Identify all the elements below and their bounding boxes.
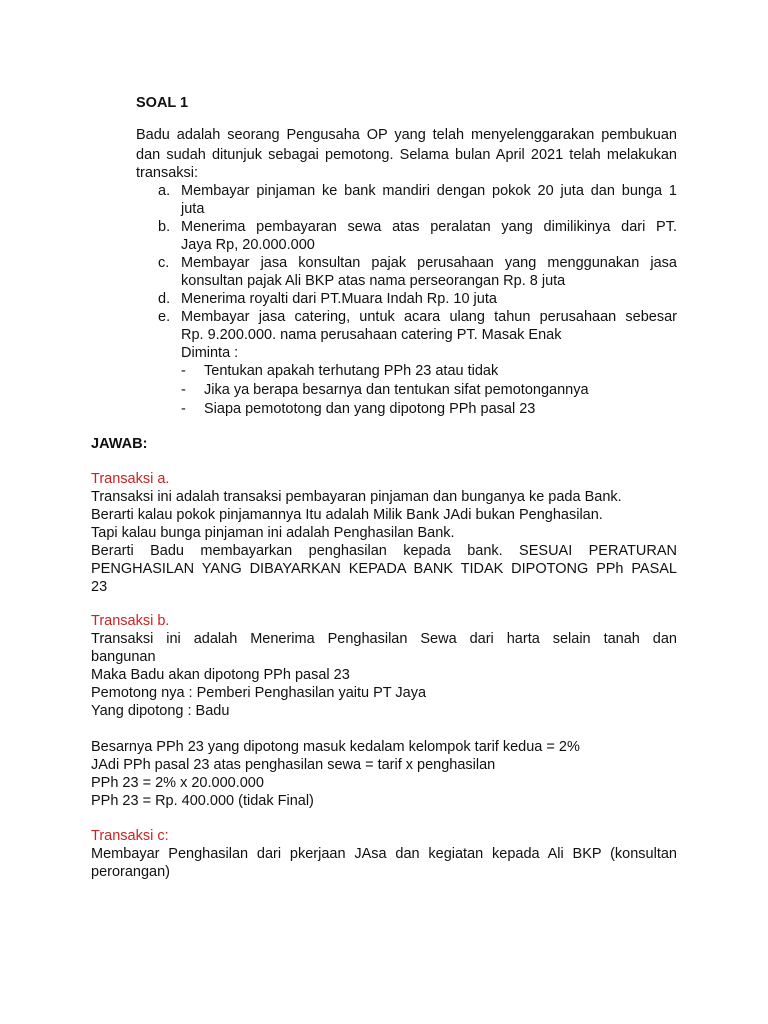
transaksi-a-line-3: Tapi kalau bunga pinjaman ini adalah Penghasilan Bank.: [91, 525, 455, 541]
transaksi-c-line-1: Membayar Penghasilan dari pkerjaan JAsa dan kegiatan kepada Ali BKP (konsultan: [91, 846, 677, 862]
transaksi-b-line-4: Pemotong nya : Pemberi Penghasilan yaitu PT Jaya: [91, 685, 427, 701]
transaksi-a-heading: Transaksi a.: [91, 471, 170, 487]
transaksi-b-line-1: Transaksi ini adalah Menerima Penghasilan Sewa dari harta selain tanah dan: [91, 631, 677, 647]
soal-intro-line-3: transaksi:: [136, 165, 199, 181]
transaksi-b-line-7: JAdi PPh pasal 23 atas penghasilan sewa = tarif x penghasilan: [91, 757, 496, 773]
soal-intro-line-2: dan sudah ditunjuk sebagai pemotong. Selama bulan April 2021 telah melakukan: [136, 147, 677, 163]
transaksi-b-line-8: PPh 23 = 2% x 20.000.000: [91, 775, 264, 791]
diminta-dash-1: -: [181, 363, 186, 379]
diminta-label: Diminta :: [181, 345, 239, 361]
transaksi-a-line-4: Berarti Badu membayarkan penghasilan kepada bank. SESUAI PERATURAN: [91, 543, 677, 559]
transaksi-c-heading: Transaksi c:: [91, 828, 169, 844]
diminta-item-2: Jika ya berapa besarnya dan tentukan sifat pemotongannya: [204, 382, 589, 398]
transaksi-c-line-2: perorangan): [91, 864, 170, 880]
item-a-line-1: Membayar pinjaman ke bank mandiri dengan pokok 20 juta dan bunga 1: [181, 183, 677, 199]
item-a-marker: a.: [158, 183, 171, 199]
soal-intro-line-1: Badu adalah seorang Pengusaha OP yang telah menyelenggarakan pembukuan: [136, 127, 677, 143]
transaksi-b-line-5: Yang dipotong : Badu: [91, 703, 230, 719]
transaksi-b-line-2: bangunan: [91, 649, 156, 665]
transaksi-a-line-6: 23: [91, 579, 108, 595]
transaksi-a-line-2: Berarti kalau pokok pinjamannya Itu adalah Milik Bank JAdi bukan Penghasilan.: [91, 507, 603, 523]
item-e-marker: e.: [158, 309, 171, 325]
item-d-line-1: Menerima royalti dari PT.Muara Indah Rp. 10 juta: [181, 291, 497, 307]
diminta-item-3: Siapa pemototong dan yang dipotong PPh pasal 23: [204, 401, 536, 417]
diminta-dash-3: -: [181, 401, 186, 417]
transaksi-b-line-6: Besarnya PPh 23 yang dipotong masuk kedalam kelompok tarif kedua = 2%: [91, 739, 580, 755]
item-c-marker: c.: [158, 255, 170, 271]
item-b-line-1: Menerima pembayaran sewa atas peralatan yang dimilikinya dari PT.: [181, 219, 677, 235]
item-a-line-2: juta: [181, 201, 205, 217]
transaksi-b-line-3: Maka Badu akan dipotong PPh pasal 23: [91, 667, 350, 683]
item-e-line-1: Membayar jasa catering, untuk acara ulang tahun perusahaan sebesar: [181, 309, 677, 325]
transaksi-a-line-1: Transaksi ini adalah transaksi pembayaran pinjaman dan bunganya ke pada Bank.: [91, 489, 622, 505]
transaksi-b-heading: Transaksi b.: [91, 613, 170, 629]
item-c-line-2: konsultan pajak Ali BKP atas nama perseorangan Rp. 8 juta: [181, 273, 566, 289]
jawab-title: JAWAB:: [91, 436, 148, 452]
item-e-line-2: Rp. 9.200.000. nama perusahaan catering PT. Masak Enak: [181, 327, 562, 343]
transaksi-b-line-9: PPh 23 = Rp. 400.000 (tidak Final): [91, 793, 314, 809]
soal-title: SOAL 1: [136, 95, 189, 111]
diminta-item-1: Tentukan apakah terhutang PPh 23 atau tidak: [204, 363, 499, 379]
transaksi-a-line-5: PENGHASILAN YANG DIBAYARKAN KEPADA BANK TIDAK DIPOTONG PPh PASAL: [91, 561, 677, 577]
item-d-marker: d.: [158, 291, 171, 307]
diminta-dash-2: -: [181, 382, 186, 398]
item-b-marker: b.: [158, 219, 171, 235]
item-c-line-1: Membayar jasa konsultan pajak perusahaan yang menggunakan jasa: [181, 255, 677, 271]
item-b-line-2: Jaya Rp, 20.000.000: [181, 237, 315, 253]
